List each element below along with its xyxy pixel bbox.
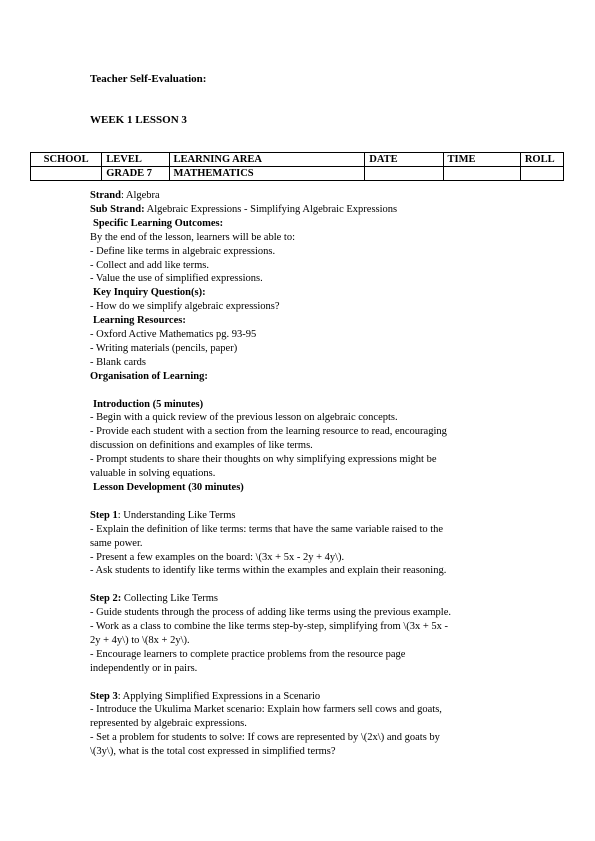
step3-title: : Applying Simplified Expressions in a Scenario xyxy=(117,690,321,702)
text-line: - Introduce the Ukulima Market scenario: Explain how farmers sell cows and goats, xyxy=(90,704,442,716)
header-learning-area: LEARNING AREA xyxy=(169,153,365,167)
text-line: - Guide students through the process of adding like terms using the previous example. xyxy=(90,607,452,619)
list-item: - Define like terms in algebraic expressions. xyxy=(90,245,276,257)
text-line: discussion on definitions and examples of like terms. xyxy=(90,440,313,452)
resources-heading: Learning Resources: xyxy=(93,315,186,327)
table-row xyxy=(31,167,564,181)
introduction-heading: Introduction (5 minutes) xyxy=(93,398,204,410)
spacer xyxy=(90,676,510,690)
text-line: - Encourage learners to complete practice problems from the resource page xyxy=(90,648,406,660)
text-line: - Begin with a quick review of the previous lesson on algebraic concepts. xyxy=(90,412,398,424)
lesson-body xyxy=(90,189,510,759)
text-line: \(3y\), what is the total cost expressed in simplified terms? xyxy=(90,746,336,758)
cell-date xyxy=(365,167,443,181)
sub-strand-value: Algebraic Expressions - Simplifying Algebraic Expressions xyxy=(144,203,398,215)
document-title: Teacher Self-Evaluation: xyxy=(90,73,207,85)
list-item: - Value the use of simplified expressions. xyxy=(90,273,263,285)
text-line: valuable in solving equations. xyxy=(90,468,216,480)
spacer xyxy=(90,384,510,398)
header-date: DATE xyxy=(365,153,443,167)
text-line: - Prompt students to share their thoughts on why simplifying expressions might be xyxy=(90,454,437,466)
header-roll: ROLL xyxy=(520,153,563,167)
cell-roll xyxy=(520,167,563,181)
step1-label: Step 1 xyxy=(90,509,118,521)
development-heading: Lesson Development (30 minutes) xyxy=(93,482,244,494)
strand-line xyxy=(90,189,510,203)
inquiry-heading: Key Inquiry Question(s): xyxy=(93,287,206,299)
text-line: represented by algebraic expressions. xyxy=(90,718,247,730)
spacer xyxy=(90,495,510,509)
list-item: - Collect and add like terms. xyxy=(90,259,209,271)
step3-label: Step 3 xyxy=(90,690,118,702)
week-lesson-heading: WEEK 1 LESSON 3 xyxy=(90,114,187,126)
cell-learning-area: MATHEMATICS xyxy=(169,167,365,181)
outcomes-heading: Specific Learning Outcomes: xyxy=(93,217,224,229)
lesson-info-table xyxy=(30,152,564,181)
list-item: - Writing materials (pencils, paper) xyxy=(90,342,238,354)
text-line: - Ask students to identify like terms within the examples and explain their reasoning. xyxy=(90,565,447,577)
list-item: - Oxford Active Mathematics pg. 93-95 xyxy=(90,329,257,341)
text-line: 2y + 4y\) to \(8x + 2y\). xyxy=(90,634,190,646)
step1-title-line xyxy=(90,509,510,523)
step3-title-line xyxy=(90,690,510,704)
text-line: same power. xyxy=(90,537,143,549)
header-school: SCHOOL xyxy=(31,153,102,167)
text-line: independently or in pairs. xyxy=(90,662,198,674)
cell-time xyxy=(443,167,520,181)
sub-strand-line xyxy=(90,203,510,217)
outcomes-intro: By the end of the lesson, learners will be able to: xyxy=(90,231,295,243)
step2-label: Step 2: xyxy=(90,593,122,605)
step2-title-line xyxy=(90,592,510,606)
text-line: - Work as a class to combine the like terms step-by-step, simplifying from \(3x + 5x - xyxy=(90,621,449,633)
table-header-row xyxy=(31,153,564,167)
step1-title: : Understanding Like Terms xyxy=(117,509,236,521)
header-time: TIME xyxy=(443,153,520,167)
spacer xyxy=(90,578,510,592)
text-line: - Set a problem for students to solve: If cows are represented by \(2x\) and goats by xyxy=(90,732,440,744)
list-item: - How do we simplify algebraic expressions? xyxy=(90,301,280,313)
organisation-heading: Organisation of Learning: xyxy=(90,370,208,382)
header-level: LEVEL xyxy=(102,153,169,167)
step2-title: Collecting Like Terms xyxy=(121,593,218,605)
strand-value: : Algebra xyxy=(120,190,160,201)
sub-strand-label: Sub Strand: xyxy=(90,203,145,215)
text-line: - Provide each student with a section from the learning resource to read, encouraging xyxy=(90,426,447,438)
cell-school xyxy=(31,167,102,181)
text-line: - Explain the definition of like terms: terms that have the same variable raised to the xyxy=(90,523,444,535)
cell-level: GRADE 7 xyxy=(102,167,169,181)
text-line: - Present a few examples on the board: \(3x + 5x - 2y + 4y\). xyxy=(90,551,345,563)
strand-label: Strand xyxy=(90,190,121,201)
list-item: - Blank cards xyxy=(90,356,146,368)
